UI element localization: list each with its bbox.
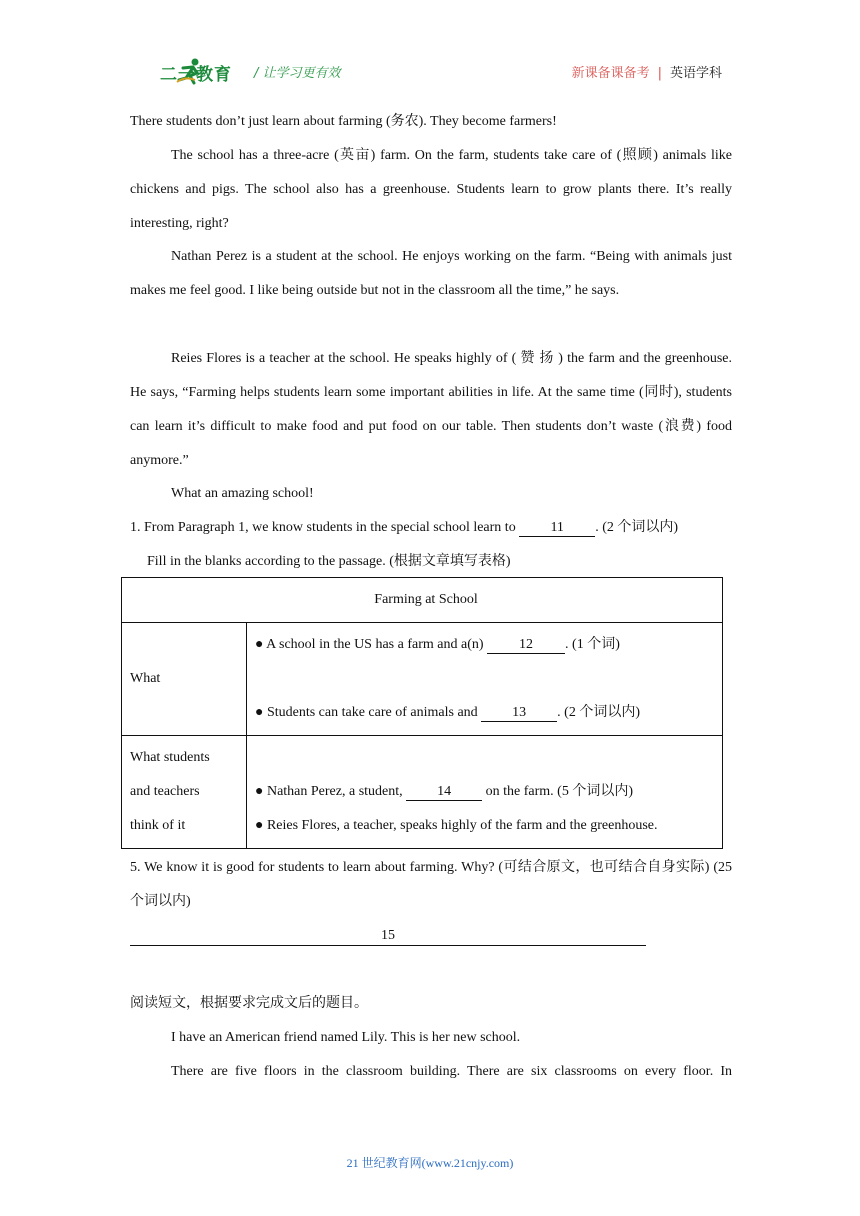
page-footer: 21 世纪教育网(www.21cnjy.com) bbox=[346, 1156, 514, 1170]
slogan: / 让学习更有效 bbox=[254, 66, 341, 81]
row-what-content bbox=[247, 623, 723, 736]
bullet-14 bbox=[255, 775, 722, 809]
passage2-intro: 阅读短文，根据要求完成文后的题目。 bbox=[130, 996, 368, 1011]
table-title: Farming at School bbox=[122, 578, 723, 623]
header-separator: | bbox=[657, 66, 662, 81]
bullet-text: ● Nathan Perez, a student, bbox=[255, 784, 407, 799]
header-right bbox=[572, 62, 722, 81]
farming-table bbox=[121, 577, 723, 849]
passage2-p2: There are five floors in the classroom building. There are six classrooms on every floor. In bbox=[171, 1064, 732, 1079]
q1-suffix: . (2 个词以内) bbox=[595, 520, 679, 535]
question-1 bbox=[130, 511, 732, 545]
label-line: What students bbox=[130, 750, 210, 765]
label-line: and teachers bbox=[130, 784, 200, 799]
logo-text: 二一教育 bbox=[160, 65, 232, 85]
bullet-suffix: . (1 个词) bbox=[565, 637, 620, 652]
bullet-text: ● Students can take care of animals and bbox=[255, 705, 482, 720]
table-instruction: Fill in the blanks according to the passage. (根据文章填写表格) bbox=[147, 554, 511, 569]
blank-14[interactable]: 14 bbox=[406, 784, 482, 801]
bullet-suffix: . (2 个词以内) bbox=[557, 705, 640, 720]
row-label-what: What bbox=[122, 623, 247, 736]
passage2-p1: I have an American friend named Lily. This is her new school. bbox=[171, 1030, 521, 1045]
header-subject: 英语学科 bbox=[669, 66, 722, 81]
blank-13[interactable]: 13 bbox=[481, 705, 557, 722]
row-opinions-content bbox=[247, 736, 723, 849]
row-label-opinions bbox=[122, 736, 247, 849]
passage1-p2: The school has a three-acre (英亩) farm. On the farm, students take care of (照顾) animals like chickens and pigs. The school also has a greenhouse. Students learn to grow plants there. It’s really interesting, right? bbox=[130, 148, 732, 231]
passage1-p3: Nathan Perez is a student at the school. He enjoys working on the farm. “Being with animals just makes me feel good. I like being outside but not in the classroom all the time,” he says. bbox=[130, 249, 732, 298]
page-header bbox=[130, 54, 730, 90]
bullet-suffix: on the farm. (5 个词以内) bbox=[482, 784, 633, 799]
label-line: think of it bbox=[130, 818, 186, 833]
bullet-text: ● A school in the US has a farm and a(n) bbox=[255, 637, 488, 652]
passage1-p4: Reies Flores is a teacher at the school. He speaks highly of ( 赞 扬 ) the farm and the greenhouse. He says, “Farming helps students learn some important abilities in life. At the same time (同时), students can learn it’s difficult to make food and put food on our table. Then students don’t waste (浪费) food anymore.” bbox=[130, 351, 732, 468]
bullet-flores: ● Reies Flores, a teacher, speaks highly of the farm and the greenhouse. bbox=[255, 818, 658, 833]
q1-text: 1. From Paragraph 1, we know students in the special school learn to bbox=[130, 520, 520, 535]
passage1-p1: There students don’t just learn about farming (务农). They become farmers! bbox=[130, 114, 557, 129]
blank-12[interactable]: 12 bbox=[487, 637, 565, 654]
bullet-12 bbox=[255, 628, 722, 662]
blank-15[interactable]: 15 bbox=[130, 927, 646, 946]
blank-11[interactable]: 11 bbox=[519, 520, 595, 537]
question-5: 5. We know it is good for students to learn about farming. Why? (可结合原文，也可结合自身实际) (25 个词以内) bbox=[130, 860, 732, 909]
bullet-13 bbox=[255, 696, 722, 730]
passage1-p5: What an amazing school! bbox=[171, 486, 314, 501]
header-tag: 新课备课备考 bbox=[571, 66, 650, 81]
